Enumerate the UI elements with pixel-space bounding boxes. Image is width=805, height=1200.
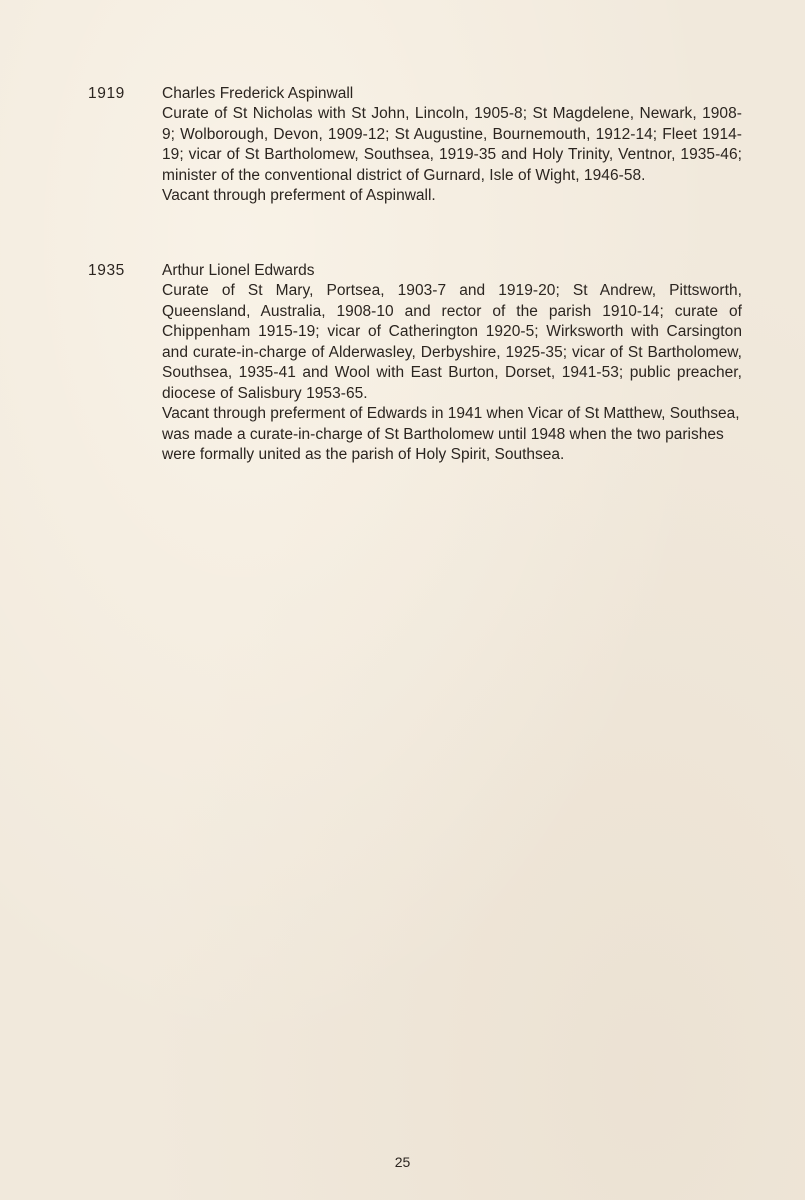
entry-body bbox=[162, 261, 742, 466]
entry-year: 1919 bbox=[88, 85, 125, 102]
entry-vacancy: Vacant through preferment of Aspinwall. bbox=[162, 187, 436, 204]
entry-career: Curate of St Mary, Portsea, 1903-7 and 1919-20; St Andrew, Pittsworth, Queensland, Australia, 1908-10 and rector of the parish 1910-14; curate of Chippenham 1915-19; vicar of Catherington 1920-5; Wirksworth with Carsington and curate-in-charge of Alderwasley, Derbyshire, 1925-35; vicar of St Bartholomew, Southsea, 1935-41 and Wool with East Burton, Dorset, 1941-53; public preacher, diocese of Salisbury 1953-65. bbox=[162, 282, 742, 402]
entry-career: Curate of St Nicholas with St John, Lincoln, 1905-8; St Magdelene, Newark, 1908-9; Wolborough, Devon, 1909-12; St Augustine, Bournemouth, 1912-14; Fleet 1914-19; vicar of St Bartholomew, Southsea, 1919-35 and Holy Trinity, Ventnor, 1935-46; minister of the conventional district of Gurnard, Isle of Wight, 1946-58. bbox=[162, 105, 742, 184]
page-number: 25 bbox=[394, 1154, 411, 1170]
entry-vacancy: Vacant through preferment of Edwards in 1941 when Vicar of St Matthew, Southsea, was made a curate-in-charge of St Bartholomew until 1948 when the two parishes were formally united as the parish of Holy Spirit, Southsea. bbox=[162, 405, 740, 463]
entry-year: 1935 bbox=[88, 262, 125, 279]
entry-name: Charles Frederick Aspinwall bbox=[162, 85, 354, 102]
entry-name: Arthur Lionel Edwards bbox=[162, 262, 315, 279]
entry-body bbox=[162, 84, 742, 207]
